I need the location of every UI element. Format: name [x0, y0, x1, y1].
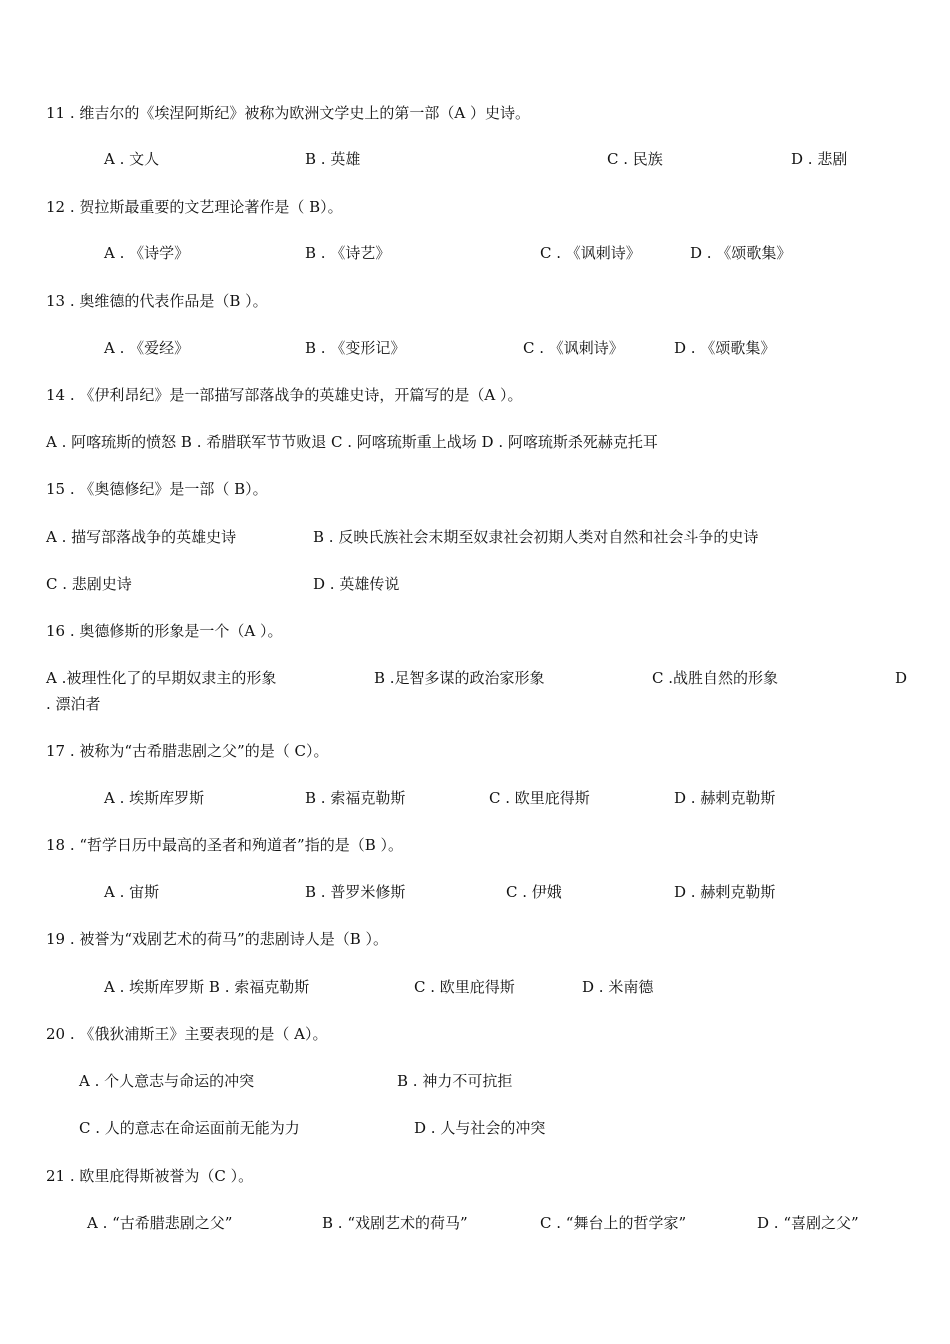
question-stem: 16 . 奥德修斯的形象是一个（A ）。: [46, 622, 283, 640]
option-a: A . 描写部落战争的英雄史诗: [46, 528, 237, 546]
option-c: C . 《讽刺诗》: [540, 244, 641, 262]
option-d: D . 《颂歌集》: [674, 339, 776, 357]
option-d: D . 人与社会的冲突: [414, 1119, 546, 1137]
question-stem: 11 . 维吉尔的《埃涅阿斯纪》被称为欧洲文学史上的第一部（A ）史诗。: [46, 104, 530, 122]
option-b: B . 神力不可抗拒: [397, 1072, 513, 1090]
option-d: D . 米南德: [582, 978, 654, 996]
option-c: C . 欧里庇得斯: [489, 789, 590, 807]
question-stem: 12 . 贺拉斯最重要的文艺理论著作是（ B）。: [46, 198, 343, 216]
option-c: C .战胜自然的形象: [652, 669, 779, 687]
option-a: A . 埃斯库罗斯: [104, 789, 205, 807]
option-d: D . 《颂歌集》: [690, 244, 792, 262]
option-b: B . 索福克勒斯: [305, 789, 406, 807]
option-c: C . 民族: [607, 150, 663, 168]
option-ab: A . 埃斯库罗斯 B . 索福克勒斯: [104, 978, 310, 996]
option-b: B . “戏剧艺术的荷马”: [322, 1214, 468, 1232]
option-a: A .被理性化了的早期奴隶主的形象: [46, 669, 277, 687]
question-stem: 21 . 欧里庇得斯被誉为（C ）。: [46, 1167, 254, 1185]
question-stem: 18 . “哲学日历中最高的圣者和殉道者”指的是（B ）。: [46, 836, 404, 854]
option-d-text: . 漂泊者: [46, 695, 101, 713]
question-stem: 15 . 《奥德修纪》是一部（ B）。: [46, 480, 268, 498]
option-a: A . 《诗学》: [104, 244, 190, 262]
option-a: A . 宙斯: [104, 883, 160, 901]
option-a: A . 文人: [104, 150, 160, 168]
question-stem: 13 . 奥维德的代表作品是（B ）。: [46, 292, 268, 310]
option-c: C . 《讽刺诗》: [523, 339, 624, 357]
option-a: A . 个人意志与命运的冲突: [79, 1072, 255, 1090]
option-d-letter: D: [895, 669, 908, 687]
option-d: D . “喜剧之父”: [757, 1214, 859, 1232]
option-b: B . 《诗艺》: [305, 244, 391, 262]
option-d: D . 赫剌克勒斯: [674, 789, 776, 807]
option-c: C . “舞台上的哲学家”: [540, 1214, 687, 1232]
option-b: B .足智多谋的政治家形象: [374, 669, 545, 687]
option-d: D . 赫剌克勒斯: [674, 883, 776, 901]
option-a: A . 《爱经》: [104, 339, 190, 357]
option-c: C . 人的意志在命运面前无能为力: [79, 1119, 300, 1137]
option-c: C . 伊娥: [506, 883, 562, 901]
option-b: B . 普罗米修斯: [305, 883, 406, 901]
question-stem: 20 . 《俄狄浦斯王》主要表现的是（ A）。: [46, 1025, 328, 1043]
question-stem: 19 . 被誉为“戏剧艺术的荷马”的悲剧诗人是（B ）。: [46, 930, 389, 948]
question-stem: 14 . 《伊利昂纪》是一部描写部落战争的英雄史诗，开篇写的是（A ）。: [46, 386, 523, 404]
option-d: D . 英雄传说: [313, 575, 400, 593]
option-a: A . “古希腊悲剧之父”: [87, 1214, 233, 1232]
option-line: A . 阿喀琉斯的愤怒 B . 希腊联军节节败退 C . 阿喀琉斯重上战场 D . 阿喀琉斯杀死赫克托耳: [46, 433, 658, 451]
option-b: B . 反映氏族社会末期至奴隶社会初期人类对自然和社会斗争的史诗: [313, 528, 759, 546]
option-c: C . 悲剧史诗: [46, 575, 132, 593]
option-b: B . 英雄: [305, 150, 361, 168]
question-stem: 17 . 被称为“古希腊悲剧之父”的是（ C）。: [46, 742, 329, 760]
option-b: B . 《变形记》: [305, 339, 406, 357]
option-c: C . 欧里庇得斯: [414, 978, 515, 996]
option-d: D . 悲剧: [791, 150, 848, 168]
